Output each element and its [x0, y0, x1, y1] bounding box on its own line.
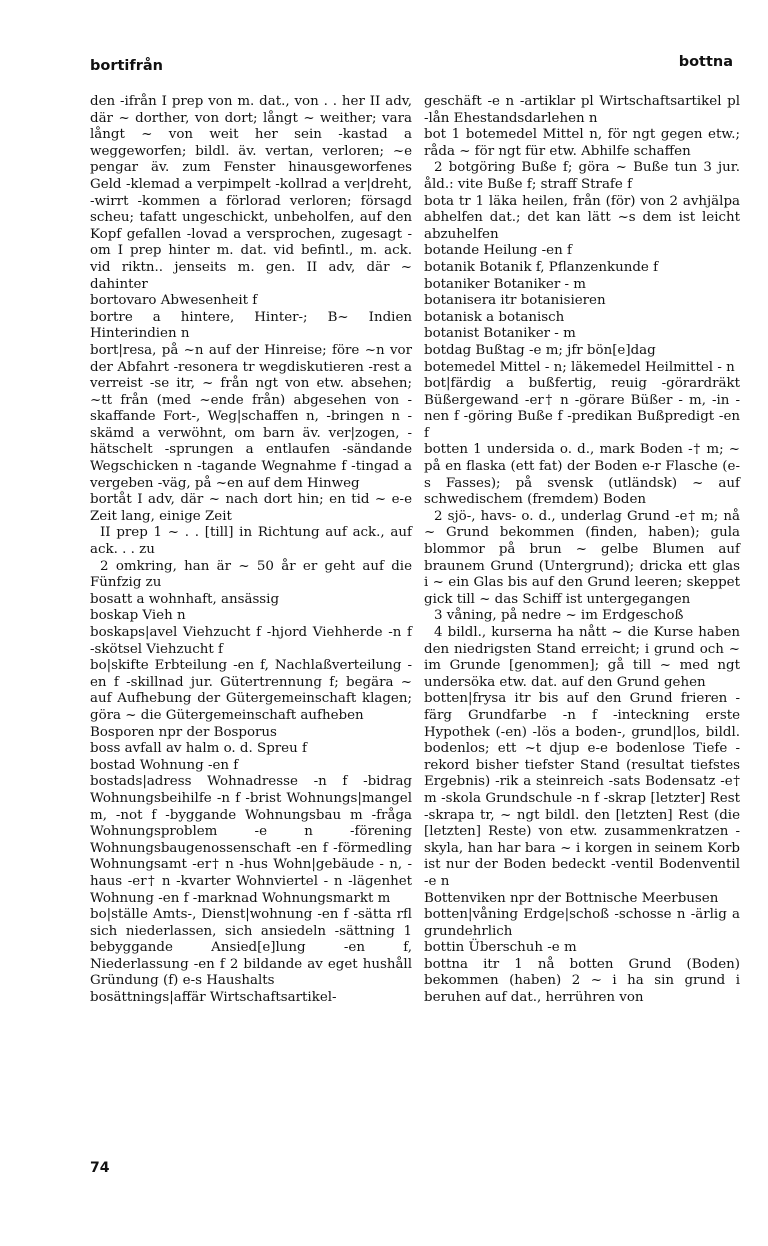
entry-botanisera: botanisera itr botanisieren: [424, 293, 606, 309]
entry-boskifte: bo|skifte Erbteilung -en f, Nachlaßverteilung -en f -skillnad jur. Gütertrennung f; begära ~ auf Aufhebung der Gütergemeinschaft klagen; göra ~ die Gütergemeinschaft aufheben: [90, 658, 412, 723]
entry-geschaeft-cont: geschäft -e n -artiklar pl Wirtschaftsartikel pl -lån Ehestandsdarlehen n: [424, 94, 740, 126]
entry-bottenviken: Bottenviken npr der Bottnische Meerbusen: [424, 890, 719, 906]
entry-botande: botande Heilung -en f: [424, 243, 572, 259]
guide-word-right: bottna: [678, 54, 733, 70]
entry-bortresa: bort|resa, på ~n auf der Hinreise; före ~n vor der Abfahrt -resonera tr wegdiskutieren -rest a verreist -se itr, ~ från ngt von etw. absehen; ~tt från (med ~ende från) abgesehen von -skaffande Fort-, Weg|schaffen n, -bringen n -skämd a verwöhnt, om barn äv. ver|zogen, -hätschelt -sprungen a entlaufen -sändande Wegschicken n -tagande Wegnahme f -tingad a vergeben -väg, på ~en auf dem Hinweg: [90, 342, 412, 491]
entry-botten-3: 3 våning, på nedre ~ im Erdgeschoß: [434, 608, 684, 624]
entry-bortovaro: bortovaro Abwesenheit f: [90, 293, 258, 309]
entry-bot-2: 2 botgöring Buße f; göra ~ Buße tun 3 jur. åld.: vite Buße f; straff Strafe f: [424, 160, 740, 192]
entry-bottenvaning: botten|våning Erdge|schoß -schosse n -ärlig a grundehrlich: [424, 907, 740, 939]
entry-bottenfrysa: botten|frysa itr bis auf den Grund frieren -färg Grundfarbe -n f -inteckning erste Hypothek (-en) -lös a boden-, grund|los, bildl. bodenlos; ett ~t djup e-e bodenlose Tiefe -rekord bisher tiefster Stand (resultat tiefstes Ergebnis) -rik a steinreich -sats Bodensatz -e† m -skola Grundschule -n f -skrap [letzter] Rest -skrapa tr, ~ ngt bildl. den [letzten] Rest (die [letzten] Reste) von etw. zusammenkratzen -skyla, han har bara ~ i korgen in seinem Korb ist nur der Boden bedeckt -ventil Bodenventil -e n: [424, 691, 740, 889]
entry-botdag: botdag Bußtag -e m; jfr bön[e]dag: [424, 342, 656, 358]
entry-bosattningsaffar: bosättnings|affär Wirtschaftsartikel-: [90, 990, 337, 1006]
left-column: [90, 94, 412, 1007]
entry-bortat-omkring: 2 omkring, han är ~ 50 år er geht auf die Fünfzig zu: [90, 558, 412, 591]
right-column: [424, 94, 740, 1007]
entry-boss: boss avfall av halm o. d. Spreu f: [90, 741, 307, 757]
entry-botfardig: bot|färdig a bußfertig, reuig -görardräkt Büßergewand -er† n -görare Büßer - m, -in -nen f -göring Buße f -predikan Bußpredigt -en f: [424, 376, 740, 441]
entry-botten: botten 1 undersida o. d., mark Boden -† m; ~ på en flaska (ett fat) der Boden e-r Flasche (e-s Fasses); på svensk (utländsk) ~ auf schwedischem (fremdem) Boden: [424, 442, 740, 508]
entry-boskap: boskap Vieh n: [90, 608, 186, 624]
entry-botten-4: 4 bildl., kurserna ha nått ~ die Kurse haben den niedrigsten Stand erreicht; i grund och ~ im Grunde [genommen]; gå till ~ med ngt undersöka etw. dat. auf den Grund gehen: [424, 625, 740, 690]
entry-boskapsavel: boskaps|avel Viehzucht f -hjord Viehherde -n f -skötsel Viehzucht f: [90, 625, 412, 657]
entry-bosatt: bosatt a wohnhaft, ansässig: [90, 591, 280, 607]
entry-bota: bota tr 1 läka heilen, från (för) von 2 avhjälpa abhelfen dat.; det kan lätt ~s dem ist leicht abzuhelfen: [424, 193, 740, 242]
guide-word-left: bortifrån: [90, 58, 163, 74]
entry-bortat-prep: II prep 1 ~ . . [till] in Richtung auf ack., auf ack. . . zu: [90, 525, 412, 558]
entry-botemedel: botemedel Mittel - n; läkemedel Heilmittel - n: [424, 359, 735, 375]
entry-bot: bot 1 botemedel Mittel n, för ngt gegen etw.; råda ~ för ngt für etw. Abhilfe schaffen: [424, 127, 740, 159]
entry-bottna: bottna itr 1 nå botten Grund (Boden) bekommen (haben) 2 ~ i ha sin grund i beruhen auf dat., herrühren von: [424, 956, 740, 1006]
entry-bosporen: Bosporen npr der Bosporus: [90, 724, 277, 740]
entry-bortifran-cont: den -ifrån I prep von m. dat., von . . her II adv, där ~ dorther, von dort; långt ~ weither; vara långt ~ von weit her sein -kastad a weggeworfen; bildl. äv. vertan, verloren; ~e pengar äv. zum Fenster hinausgeworfenes Geld -klemad a verpimpelt -kollrad a ver|dreht, -wirrt -kommen a förlorad verloren; försagd scheu; tafatt ungeschickt, unbeholfen, auf den Kopf gefallen -lovad a versprochen, zugesagt -om I prep hinter m. dat. vid befintl., m. ack. vid riktn.. jenseits m. gen. II adv, där ~ dahinter: [90, 94, 412, 292]
entry-botten-2: 2 sjö-, havs- o. d., underlag Grund -e† m; nå ~ Grund bekommen (finden, haben); gula blommor på brun ~ gelbe Blumen auf braunem Grund (Untergrund); dricka ett glas i ~ ein Glas bis auf den Grund leeren; skeppet gick till ~ das Schiff ist untergegangen: [424, 508, 740, 607]
entry-botanist: botanist Botaniker - m: [424, 326, 576, 342]
page-number: 74: [90, 1160, 110, 1176]
entry-bortre: bortre a hintere, Hinter-; B~ Indien Hinterindien n: [90, 309, 412, 342]
entry-bostadsadress: bostads|adress Wohnadresse -n f -bidrag Wohnungsbeihilfe -n f -brist Wohnungs|mangel m, -not f -byggande Wohnungsbau m -fråga Wohnungsproblem -e n -förening Wohnungsbaugenossenschaft -en f -förmedling Wohnungsamt -er† n -hus Wohn|gebäude - n, -haus -er† n -kvarter Wohnviertel - n -lägenhet Wohnung -en f -marknad Wohnungsmarkt m: [90, 774, 412, 906]
entry-botanisk: botanisk a botanisch: [424, 309, 565, 325]
entry-bottin: bottin Überschuh -e m: [424, 940, 577, 956]
entry-bortat: bortåt I adv, där ~ nach dort hin; en tid ~ e-e Zeit lang, einige Zeit: [90, 492, 412, 524]
entry-bostad: bostad Wohnung -en f: [90, 757, 239, 773]
entry-botanik: botanik Botanik f, Pflanzenkunde f: [424, 259, 659, 275]
entry-botaniker: botaniker Botaniker - m: [424, 276, 586, 292]
entry-bostalle: bo|ställe Amts-, Dienst|wohnung -en f -sätta rfl sich niederlassen, sich ansiedeln -sättning 1 bebyggande Ansied[e]lung -en f, Niederlassung -en f 2 bildande av eget hushåll Gründung (f) e-s Haushalts: [90, 907, 412, 989]
